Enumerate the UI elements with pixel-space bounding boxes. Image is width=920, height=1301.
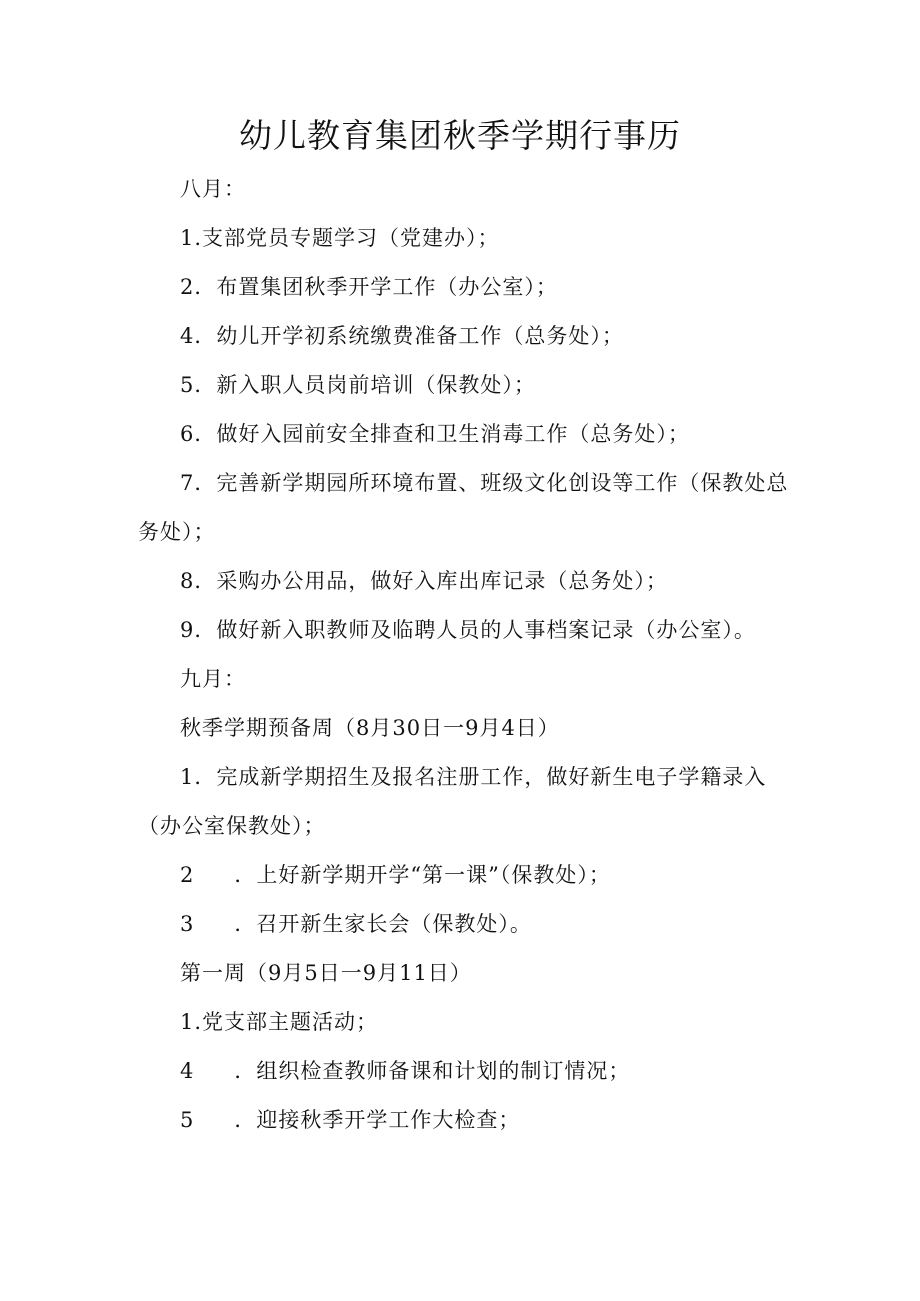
week1-item — [180, 1056, 630, 1086]
august-item: 5．新入职人员岗前培训（保教处）； — [180, 373, 536, 397]
item-number: 2 — [180, 863, 195, 887]
prep-item-continuation: （办公室保教处）； — [138, 814, 326, 838]
august-heading: 八月： — [180, 177, 246, 201]
prep-item — [180, 860, 611, 890]
prep-week-heading: 秋季学期预备周（8月30日一9月4日） — [180, 716, 560, 740]
document-title: 幼儿教育集团秋季学期行事历 — [239, 116, 681, 155]
august-item: 1.支部党员专题学习（党建办）； — [180, 226, 500, 250]
august-item: 9．做好新入职教师及临聘人员的人事档案记录（办公室）。 — [180, 618, 756, 642]
item-text: ．召开新生家长会（保教处）。 — [234, 912, 532, 936]
week1-heading: 第一周（9月5日一9月11日） — [180, 961, 472, 985]
item-number: 4 — [180, 1059, 195, 1083]
item-text: ．上好新学期开学“第一课”（保教处）； — [234, 863, 611, 887]
august-item: 4．幼儿开学初系统缴费准备工作（总务处）； — [180, 324, 624, 348]
item-number: 3 — [180, 912, 195, 936]
prep-item — [180, 909, 532, 939]
august-item: 8．采购办公用品，做好入库出库记录（总务处）； — [180, 569, 668, 593]
august-item: 6．做好入园前安全排查和卫生消毒工作（总务处）； — [180, 422, 690, 446]
prep-item: 1．完成新学期招生及报名注册工作，做好新生电子学籍录入 — [180, 765, 767, 789]
item-number: 5 — [180, 1108, 195, 1132]
item-text: ．迎接秋季开学工作大检查； — [234, 1108, 521, 1132]
august-item-continuation: 务处）； — [138, 520, 216, 544]
september-heading: 九月： — [180, 667, 246, 691]
august-item: 2．布置集团秋季开学工作（办公室）； — [180, 275, 558, 299]
week1-item — [180, 1105, 520, 1135]
week1-item: 1.党支部主题活动； — [180, 1010, 379, 1034]
august-item: 7．完善新学期园所环境布置、班级文化创设等工作（保教处总 — [180, 471, 789, 495]
item-text: ．组织检查教师备课和计划的制订情况； — [234, 1059, 631, 1083]
